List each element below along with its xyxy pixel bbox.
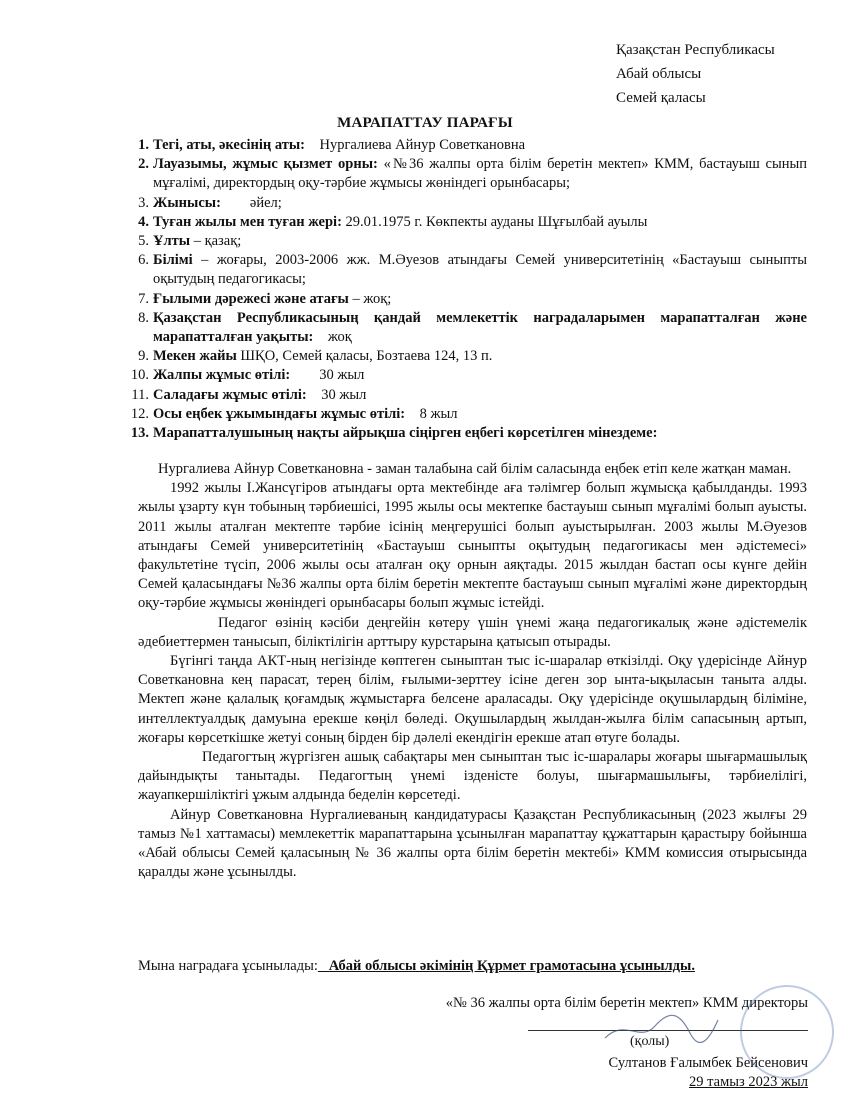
award-recommendation bbox=[138, 957, 807, 976]
field-label: Саладағы жұмыс өтілі: bbox=[153, 386, 307, 403]
field-label: Ұлты bbox=[153, 233, 191, 250]
field-value: – жоғары, 2003-2006 жж. М.Әуезов атындағы Семей университетінің «Бастауыш сыныпты оқытудың педагогикасы; bbox=[153, 252, 807, 288]
field-7 bbox=[115, 290, 807, 309]
field-11 bbox=[115, 386, 807, 405]
signatory-organization: «№ 36 жалпы орта білім беретін мектеп» КММ директоры bbox=[445, 995, 808, 1011]
paragraph: Айнур Советкановна Нургалиеваның кандидатурасы Қазақстан Республикасының (2023 жылғы 29 тамыз №1 хаттамасы) мемлекеттік марапаттарына ұсынылған марапаттау құжаттарын қарастыру бойынша «Абай облысы Семей қаласының № 36 жалпы орта білім беретін мектебі» КММ комиссия отырысында қаралды және ұсынылды. bbox=[138, 806, 807, 881]
field-value: әйел; bbox=[220, 194, 282, 211]
field-value: – жоқ; bbox=[348, 290, 392, 307]
signatory-name: Султанов Ғалымбек Бейсенович bbox=[608, 1055, 808, 1071]
field-value: – қазақ; bbox=[190, 233, 242, 250]
field-9 bbox=[115, 347, 807, 366]
field-number: 2. bbox=[138, 156, 149, 173]
field-value: жоқ bbox=[313, 329, 352, 346]
field-label: Туған жылы мен туған жері: bbox=[153, 213, 342, 230]
paragraph: 1992 жылы І.Жансүгіров атындағы орта мектебінде аға тәлімгер болып жұмысқа қабылданды. 1993 жылы ұзарту күн тобының тәрбиешісі, 1995 жылы осы мектепке бастауыш сынып мұғалімі болып ауысты. 2011 жылы аталған мектепте тәрбие ісінің меңгерушісі болып ауыстырылған. 2003 жылы М.Әуезов атындағы Семей университетінің «Бастауыш сыныпты оқытудың педагогикасы мен әдістемесі» факультетіне түсіп, 2006 жылы осы аталған оқу орнын аяқтады. 2015 жылдан бастап осы күнге дейін Семей қаласындағы №36 жалпы орта білім беретін мектепте бастауыш сынып мұғалімі және директордың оқу-тәрбие жұмысы жөніндегі орынбасары болып жұмыс істейді. bbox=[138, 480, 807, 612]
field-number: 11. bbox=[131, 386, 149, 403]
field-number: 13. bbox=[130, 425, 149, 442]
header-city: Семей қаласы bbox=[616, 90, 706, 106]
award-prefix: Мына наградаға ұсынылады: bbox=[138, 958, 318, 974]
field-number: 1. bbox=[138, 137, 149, 153]
field-number: 9. bbox=[138, 348, 149, 365]
characteristic-text bbox=[138, 460, 807, 882]
paragraph: Педагогтың жүргізген ашық сабақтары мен сыныптан тыс іс-шаралары жоғары шығармашылық дайындықты танытады. Педагогтың үнемі ізденісте болуы, шығармашылығы, тәрбиелілігі, жауапкершілiктiгi ұжым алдында беделін көрсетеді. bbox=[138, 749, 807, 804]
field-value: «№36 жалпы орта білім беретін мектеп» КММ, бастауыш сынып мұғалімі, директордың оқу-тәрбие жұмысы жөніндегі орынбасары; bbox=[153, 156, 807, 192]
field-value: 8 жыл bbox=[405, 405, 458, 422]
document-title: МАРАПАТТАУ ПАРАҒЫ bbox=[337, 115, 513, 131]
field-4 bbox=[115, 213, 807, 232]
field-label: Тегі, аты, әкесінің аты: bbox=[153, 137, 306, 153]
field-number: 8. bbox=[138, 309, 149, 326]
header-country: Қазақстан Республикасы bbox=[616, 42, 775, 58]
field-3 bbox=[115, 194, 807, 213]
field-label: Жалпы жұмыс өтілі: bbox=[153, 367, 291, 384]
field-number: 12. bbox=[130, 405, 149, 422]
field-label: Білімі bbox=[153, 252, 193, 269]
field-label: Қазақстан Республикасының қандай мемлекеттік наградаларымен марапатталған және марапатталған уақыты: bbox=[153, 309, 807, 346]
field-label: Мекен жайы bbox=[153, 348, 237, 365]
paragraph: Нургалиева Айнур Советкановна - заман талабына сай білім саласында еңбек етіп келе жатқан маман. bbox=[158, 461, 792, 477]
award-text: Абай облысы әкімінің Құрмет грамотасына ұсынылды. bbox=[317, 958, 695, 974]
field-2 bbox=[115, 155, 807, 193]
field-13 bbox=[115, 424, 807, 443]
field-value: 30 жыл bbox=[306, 386, 367, 403]
header-block bbox=[616, 38, 775, 110]
field-10 bbox=[115, 366, 807, 385]
signature-date: 29 тамыз 2023 жыл bbox=[689, 1074, 808, 1090]
field-number: 10. bbox=[130, 367, 149, 384]
field-6 bbox=[115, 251, 807, 289]
field-1 bbox=[115, 136, 807, 155]
field-number: 3. bbox=[138, 194, 149, 211]
field-label: Марапатталушының нақты айрықша сіңірген еңбегі көрсетілген мінездеме: bbox=[153, 425, 658, 442]
header-region: Абай облысы bbox=[616, 66, 702, 82]
paragraph: Педагог өзінің кәсіби деңгейін көтеру үшін үнемі жаңа педагогикалық және әдістемелік әдебиеттермен танысып, біліктілігін арттыру курстарына қатысып отырады. bbox=[138, 614, 807, 650]
field-number: 6. bbox=[138, 252, 149, 269]
field-12 bbox=[115, 405, 807, 424]
field-label: Ғылыми дәрежесі және атағы bbox=[153, 290, 349, 307]
field-value: Нургалиева Айнур Советкановна bbox=[305, 137, 526, 153]
field-number: 5. bbox=[138, 233, 149, 250]
field-label: Осы еңбек ұжымындағы жұмыс өтілі: bbox=[153, 405, 406, 422]
field-label: Лауазымы, жұмыс қызмет орны: bbox=[153, 156, 378, 173]
field-8 bbox=[115, 309, 807, 347]
field-number: 7. bbox=[138, 290, 149, 307]
paragraph: Бүгінгі таңда АКТ-ның негізінде көптеген сыныптан тыс іс-шаралар өткізілді. Оқу үдерісінде Айнур Советкановна кең парасат, терең білім, ғылыми-зерттеу ісіне деген зор ынта-ықыласын таныта алды. Мектеп және қалалық қоғамдық жұмыстарға белсене араласады. Оқу үдерісінде оқушылардың біліміне, интеллектуалдық дамуына ерекше көңіл бөледі. Оқушылардың жылдан-жылға білім сапасының артып, жоғары көрсеткішке жетуі соның бірден бір дәлелі екендігін ерекше атап өтуге болады. bbox=[138, 653, 807, 746]
field-number: 4. bbox=[138, 213, 149, 230]
field-value: 30 жыл bbox=[290, 367, 365, 384]
field-label: Жынысы: bbox=[153, 194, 221, 211]
field-list bbox=[115, 136, 807, 443]
field-value: 29.01.1975 г. Көкпекты ауданы Шұғылбай ауылы bbox=[341, 213, 648, 230]
field-value: ШҚО, Семей қаласы, Бозтаева 124, 13 п. bbox=[236, 348, 493, 365]
field-5 bbox=[115, 232, 807, 251]
signature-caption: (қолы) bbox=[630, 1034, 670, 1049]
